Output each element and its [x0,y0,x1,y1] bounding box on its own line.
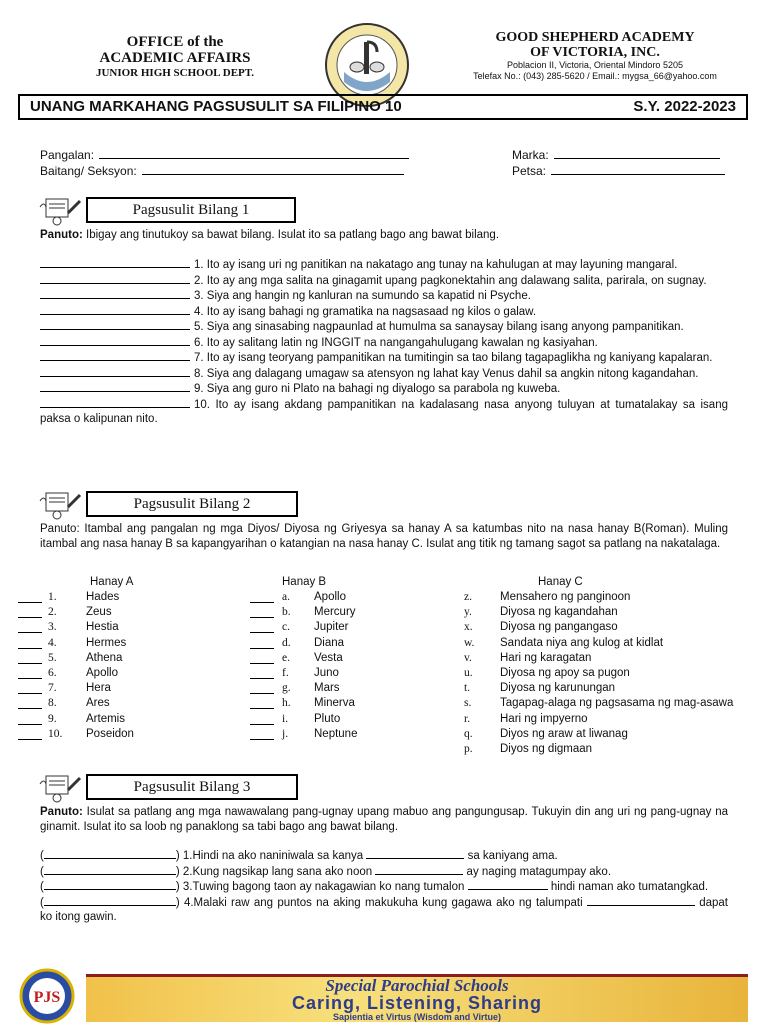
col-c-letter: s. [464,697,472,710]
col-c-letter: t. [464,682,471,695]
match-blank[interactable] [250,607,274,618]
col-b-row [250,696,450,711]
col-a-row [18,681,218,696]
col-a-name: Ares [86,697,110,710]
quiz2-title-box [86,491,298,517]
col-a-row [18,666,218,681]
col-a-number: 3. [48,621,57,634]
col-a-number: 4. [48,636,57,649]
quiz1-item [40,381,728,397]
logo-letters: PJS [33,989,61,1006]
col-c-letter: v. [464,651,472,664]
match-blank[interactable] [250,683,274,694]
quiz1-item [40,319,728,335]
quiz1-item-text: 8. Siya ang dalagang umagaw sa atensyon ng lahat kay Venus dahil sa angkin nitong kagandahan. [194,367,699,380]
quiz1-item-text: 2. Ito ay ang mga salita na ginagamit upang pagkonektahin ang dalawang salita, parirala, on sugnay. [194,274,707,287]
col-a-number: 7. [48,682,57,695]
col-c-text: Diyos ng digmaan [500,742,593,755]
quiz3-item-text-b: hindi naman ako tumatangkad. [550,881,709,893]
match-blank[interactable] [250,668,274,679]
office-header [80,34,270,80]
quiz3-title-box [86,774,298,800]
exam-title-box [18,94,748,120]
quiz1-instructions-text: Ibigay ang tinutukoy sa bawat bilang. Isulat ito sa patlang bago ang bawat bilang. [86,229,500,241]
col-a-number: 8. [48,697,57,710]
col-b-name: Apollo [314,591,346,603]
quiz1-item [40,397,728,427]
quiz1-item-text: 10. Ito ay isang akdang pampanitikan na kadalasang nasa anyong tuluyan at tumatalakay sa isang paksa o kalipunan nito. [40,398,728,425]
type-blank[interactable] [44,848,176,859]
match-blank[interactable] [18,622,42,633]
col-c-letter: u. [464,666,473,679]
answer-blank[interactable] [40,350,190,361]
col-a-row [18,651,218,666]
score-label: Marka: [512,148,549,162]
answer-blank[interactable] [40,273,190,284]
col-c-header: Hanay C [538,576,583,588]
quiz1-item [40,288,728,304]
quiz1-instructions [40,228,740,243]
quiz1-title-box [86,197,296,223]
col-c-row [464,636,754,651]
col-a-name: Hera [86,682,111,695]
answer-blank[interactable] [40,381,190,392]
col-c-row [464,696,754,711]
col-a-name: Athena [86,651,123,664]
col-c-text: Tagapag-alaga ng pagsasama ng mag-asawa [500,697,734,710]
match-blank[interactable] [250,714,274,725]
col-b-row [250,636,450,651]
col-a-row [18,712,218,727]
col-a-header: Hanay A [90,576,134,588]
pencil-mascot-icon [38,193,82,227]
col-c-text: Sandata niya ang kulog at kidlat [500,636,664,649]
col-a-name: Zeus [86,606,112,619]
col-a-name: Poseidon [86,727,134,740]
col-a-number: 2. [48,606,57,619]
col-b-row [250,605,450,620]
quiz1-item-text: 7. Ito ay isang teoryang pampanitikan na tumitingin sa tao bilang tagapaglikha ng kaniyang kapalaran. [194,352,713,364]
col-b-name: Diana [314,636,345,649]
school-contact: Telefax No.: (043) 285-5620 / Email.: mygsa_66@yahoo.com [473,71,717,81]
quiz1-item [40,366,728,382]
quiz3-instructions-text: Isulat sa patlang ang mga nawawalang pang-ugnay upang mabuo ang pangungusap. Tukuyin din ang uri ng pang-ugnay na ginamit. Isulat ito sa loob ng panaklong sa tabi bago ang bawat bilang. [40,806,728,833]
quiz1-item-text: 9. Siya ang guro ni Plato na bahagi ng diyalogo sa parabola ng kuweba. [194,383,561,395]
answer-blank[interactable] [40,397,190,408]
connector-blank[interactable] [587,895,695,906]
quiz3-item-text-b: sa kaniyang ama. [467,850,558,862]
match-blank[interactable] [250,729,274,740]
match-blank[interactable] [250,653,274,664]
col-b-row [250,666,450,681]
answer-blank[interactable] [40,335,190,346]
pencil-mascot-icon [38,487,82,521]
col-b-list [250,590,450,742]
footer-banner [86,974,748,1022]
match-blank[interactable] [250,622,274,633]
col-b-letter: g. [282,682,291,695]
match-blank[interactable] [18,653,42,664]
quiz1-item-text: 5. Siya ang sinasabing nagpaunlad at humulma sa sanaysay bilang isang anyong pampanitikan. [194,321,684,333]
col-b-name: Jupiter [314,621,349,634]
quiz1-item [40,335,728,351]
quiz1-item [40,350,728,366]
col-c-text: Hari ng karagatan [500,651,592,664]
col-a-name: Artemis [86,712,125,725]
quiz3-item: ( ) 2.Kung nagsikap lang sana ako noon ay naging matagumpay ako. [40,865,612,878]
match-blank[interactable] [18,638,42,649]
quiz3-instructions-label: Panuto: [40,806,83,818]
school-name-line1: GOOD SHEPHERD ACADEMY [495,30,695,45]
quiz1-item [40,257,728,273]
quiz2-instructions: Panuto: Itambal ang pangalan ng mga Diyos/ Diyosa ng Griyesya sa hanay A sa katumbas nito na nasa hanay B(Roman). Muling itambal ang nasa hanay B sa kapangyarihan o katangian na nasa hanay C. Isulat ang titik ng tamang sagot sa patlang na nakatalaga. [40,523,728,550]
banner-line2: Caring, Listening, Sharing [291,993,542,1013]
col-c-row [464,590,754,605]
quiz1-item [40,273,728,289]
connector-blank[interactable] [366,848,464,859]
grade-section-field[interactable] [40,163,404,178]
col-c-row [464,651,754,666]
office-line3: JUNIOR HIGH SCHOOL DEPT. [95,67,255,79]
quiz1-item-text: 3. Siya ang hangin ng kanluran na sumundo sa kapatid ni Psyche. [194,290,531,302]
col-a-number: 9. [48,712,57,725]
match-blank[interactable] [18,668,42,679]
quiz2-title: Pagsusulit Bilang 2 [133,496,251,512]
quiz3-item-text-a: 1.Hindi na ako naniniwala sa kanya [182,850,364,862]
col-c-text: Diyosa ng kagandahan [500,606,618,619]
col-a-name: Apollo [86,666,118,679]
school-name-line2: OF VICTORIA, INC. [530,45,660,60]
col-b-letter: h. [282,697,291,710]
col-b-letter: a. [282,591,290,603]
school-year: S.Y. 2022-2023 [633,98,736,115]
col-c-text: Mensahero ng panginoon [500,591,631,603]
col-a-number: 1. [48,591,57,603]
office-line1: OFFICE of the [126,34,224,50]
quiz3-item-text-a: 3.Tuwing bagong taon ay nakagawian ko nang tumalon [182,881,465,893]
match-blank[interactable] [18,714,42,725]
col-b-letter: e. [282,651,290,664]
col-b-row [250,620,450,635]
score-line[interactable] [554,147,720,159]
col-c-list [464,590,754,757]
name-label: Pangalan: [40,148,95,162]
col-a-number: 6. [48,666,57,679]
answer-blank[interactable] [40,304,190,315]
col-b-name: Pluto [314,712,341,725]
answer-blank[interactable] [40,288,190,299]
col-a-name: Hestia [86,621,119,634]
col-a-row [18,620,218,635]
col-a-row [18,727,218,742]
answer-blank[interactable] [40,257,190,268]
col-b-row [250,590,450,605]
quiz3-item-text-a: 2.Kung nagsikap lang sana ako noon [182,865,373,878]
match-blank[interactable] [250,698,274,709]
quiz3-item: ( ) 4.Malaki raw ang puntos na aking makukuha kung gagawa ako ng talumpati dapat ko itong gawin. [40,896,728,923]
col-c-row [464,666,754,681]
col-b-letter: j. [282,727,289,740]
col-b-row [250,651,450,666]
quiz1-items [40,257,728,427]
parochial-schools-logo [16,968,78,1024]
quiz3-item-text-a: 4.Malaki raw ang puntos na aking makukuha kung gagawa ako ng talumpati [183,896,583,909]
match-blank[interactable] [250,592,274,603]
col-a-number: 5. [48,651,57,664]
col-b-name: Neptune [314,727,358,740]
col-c-row [464,727,754,742]
pencil-mascot-icon [38,770,82,804]
col-b-row [250,712,450,727]
name-field[interactable] [40,147,409,162]
col-c-row [464,712,754,727]
col-b-row [250,681,450,696]
col-b-letter: d. [282,636,291,649]
col-c-letter: r. [464,712,471,725]
quiz1-title: Pagsusulit Bilang 1 [132,202,250,218]
col-c-row [464,605,754,620]
quiz3-instructions [40,805,728,834]
col-c-text: Diyosa ng apoy sa pugon [500,666,630,679]
quiz3-item: ( ) 3.Tuwing bagong taon ay nakagawian ko nang tumalon hindi naman ako tumatangkad. [40,881,709,893]
col-c-letter: z. [464,591,472,603]
col-b-name: Juno [314,666,339,679]
score-field[interactable] [512,147,720,162]
grade-section-line[interactable] [142,163,404,175]
col-c-letter: p. [464,742,473,755]
quiz3-items [40,848,728,925]
quiz1-item-text: 4. Ito ay isang bahagi ng gramatika na nagsasaad ng kilos o galaw. [194,305,537,318]
col-a-number: 10. [48,727,63,740]
col-c-row [464,620,754,635]
banner-line1: Special Parochial Schools [325,976,509,995]
school-address: Poblacion II, Victoria, Oriental Mindoro 5205 [507,60,683,70]
match-blank[interactable] [18,607,42,618]
quiz1-item-text: 6. Ito ay salitang latin ng INGGIT na nangangahulugang kawalan ng kasiyahan. [194,336,598,349]
quiz3-title: Pagsusulit Bilang 3 [133,779,251,795]
banner-line3: Sapientia et Virtus (Wisdom and Virtue) [332,1012,502,1022]
connector-blank[interactable] [375,864,463,875]
quiz3-item: ( ) 1.Hindi na ako naniniwala sa kanya sa kaniyang ama. [40,850,558,862]
col-b-name: Mars [314,682,340,695]
match-blank[interactable] [18,698,42,709]
col-c-letter: q. [464,727,473,740]
col-a-row [18,696,218,711]
col-b-letter: c. [282,621,290,634]
connector-blank[interactable] [468,879,548,890]
match-blank[interactable] [18,592,42,603]
col-c-row [464,681,754,696]
col-b-name: Mercury [314,606,356,619]
col-a-row [18,605,218,620]
quiz1-item-text: 1. Ito ay isang uri ng panitikan na nakatago ang tunay na kahulugan at may layuning mangaral. [194,259,678,271]
col-c-text: Diyos ng araw at liwanag [500,727,628,740]
quiz3-item-text-b: ay naging matagumpay ako. [466,865,612,878]
date-field[interactable] [512,163,725,178]
type-blank[interactable] [44,895,176,906]
col-b-letter: f. [282,666,289,679]
date-line[interactable] [551,163,725,175]
col-c-letter: y. [464,606,472,619]
type-blank[interactable] [44,864,176,875]
col-a-row [18,636,218,651]
answer-blank[interactable] [40,319,190,330]
col-a-name: Hades [86,591,120,603]
match-blank[interactable] [18,683,42,694]
quiz3-item-text-b: dapat ko itong gawin. [40,896,728,923]
col-c-text: Diyosa ng karunungan [500,682,616,695]
col-b-letter: b. [282,606,291,619]
name-line[interactable] [99,147,409,159]
col-c-text: Diyosa ng pangangaso [500,621,618,634]
col-c-text: Hari ng impyerno [500,712,588,725]
col-a-name: Hermes [86,636,127,649]
date-label: Petsa: [512,164,547,178]
school-header [440,30,750,82]
answer-blank[interactable] [40,366,190,377]
exam-title: UNANG MARKAHANG PAGSUSULIT SA FILIPINO 10 [30,98,402,115]
col-b-name: Vesta [314,651,343,664]
col-c-row [464,742,754,757]
col-b-row [250,727,450,742]
col-c-letter: w. [464,636,475,649]
match-blank[interactable] [18,729,42,740]
office-line2: ACADEMIC AFFAIRS [99,50,251,66]
grade-section-label: Baitang/ Seksyon: [40,164,137,178]
col-a-list [18,590,218,742]
col-a-row [18,590,218,605]
quiz1-item [40,304,728,320]
quiz1-instructions-label: Panuto: [40,229,83,241]
col-b-name: Minerva [314,697,355,710]
col-b-header: Hanay B [282,576,327,588]
col-b-letter: i. [282,712,289,725]
type-blank[interactable] [44,879,176,890]
col-c-letter: x. [464,621,473,634]
match-blank[interactable] [250,638,274,649]
